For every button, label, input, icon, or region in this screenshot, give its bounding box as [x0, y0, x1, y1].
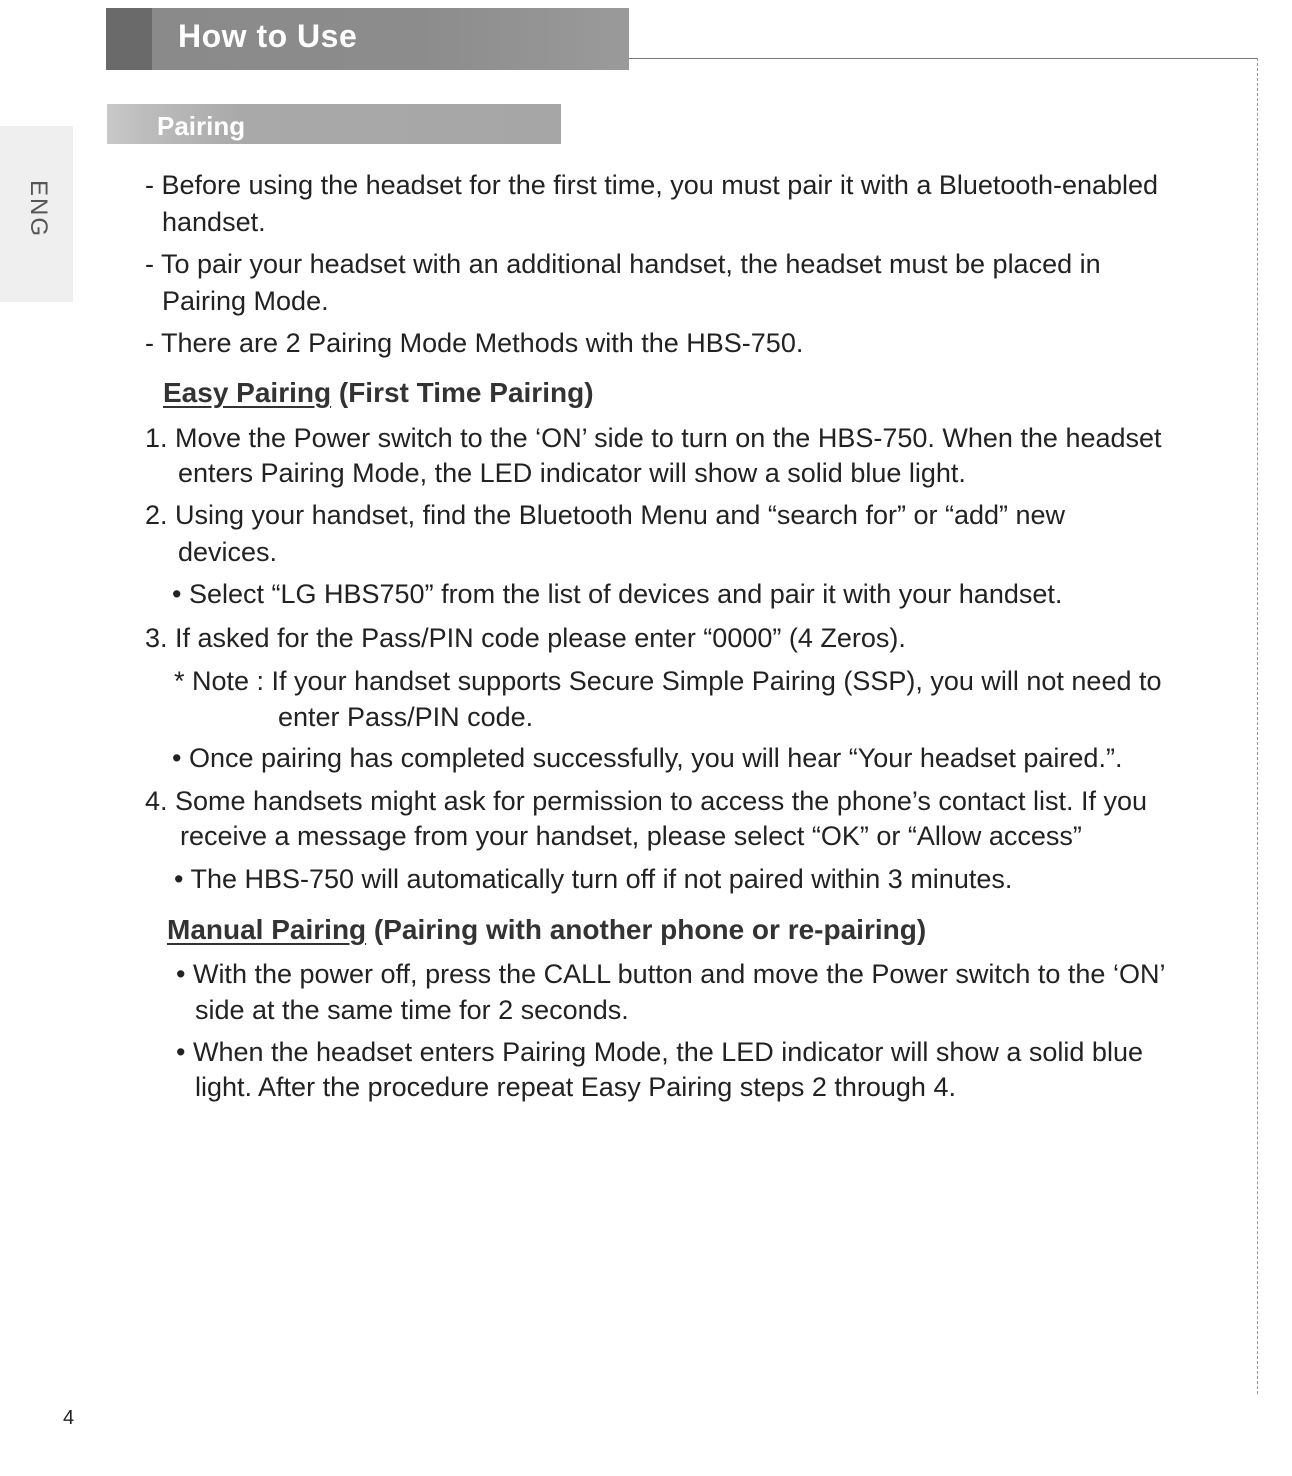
- intro-line: handset.: [162, 207, 266, 237]
- note-line: enter Pass/PIN code.: [278, 702, 534, 732]
- bullet-line: • The HBS-750 will automatically turn off if not paired within 3 minutes.: [174, 864, 1013, 894]
- intro-line: - There are 2 Pairing Mode Methods with the HBS-750.: [145, 328, 804, 358]
- step-line: enters Pairing Mode, the LED indicator will show a solid blue light.: [178, 458, 966, 488]
- page-number: 4: [63, 1407, 75, 1429]
- bullet-line: • Select “LG HBS750” from the list of devices and pair it with your handset.: [172, 579, 1063, 609]
- bullet-line: • When the headset enters Pairing Mode, the LED indicator will show a solid blue: [176, 1037, 1143, 1067]
- intro-line: - To pair your headset with an additional handset, the headset must be placed in: [145, 249, 1101, 279]
- bullet-line: light. After the procedure repeat Easy Pairing steps 2 through 4.: [195, 1072, 956, 1102]
- easy-pairing-heading-underlined: Easy Pairing: [163, 377, 332, 408]
- step-line: devices.: [178, 537, 278, 567]
- frame-right-line: [1256, 58, 1258, 1394]
- frame-top-line: [629, 58, 1257, 59]
- intro-line: Pairing Mode.: [162, 286, 329, 316]
- bullet-line: • With the power off, press the CALL button and move the Power switch to the ‘ON’: [176, 959, 1166, 989]
- page-title: How to Use: [178, 18, 358, 54]
- section-title: Pairing: [157, 111, 246, 141]
- manual-pairing-heading: [167, 914, 926, 946]
- step-line: 1. Move the Power switch to the ‘ON’ side to turn on the HBS-750. When the headset: [145, 423, 1162, 453]
- easy-pairing-heading: [163, 377, 594, 409]
- step-line: receive a message from your handset, please select “OK” or “Allow access”: [180, 821, 1082, 851]
- manual-pairing-heading-underlined: Manual Pairing: [167, 914, 367, 945]
- step-line: 3. If asked for the Pass/PIN code please enter “0000” (4 Zeros).: [145, 623, 906, 653]
- note-line: * Note : If your handset supports Secure Simple Pairing (SSP), you will not need to: [174, 666, 1162, 696]
- easy-pairing-heading-rest: (First Time Pairing): [331, 377, 594, 408]
- step-line: 4. Some handsets might ask for permission to access the phone’s contact list. If you: [145, 786, 1148, 816]
- bullet-line: • Once pairing has completed successfully, you will hear “Your headset paired.”.: [172, 743, 1123, 773]
- step-line: 2. Using your handset, find the Bluetooth Menu and “search for” or “add” new: [145, 500, 1066, 530]
- bullet-line: side at the same time for 2 seconds.: [195, 995, 629, 1025]
- language-tab-label: ENG: [25, 180, 52, 239]
- manual-pairing-heading-rest: (Pairing with another phone or re-pairing): [366, 914, 927, 945]
- intro-line: - Before using the headset for the first time, you must pair it with a Bluetooth-enabled: [145, 170, 1159, 200]
